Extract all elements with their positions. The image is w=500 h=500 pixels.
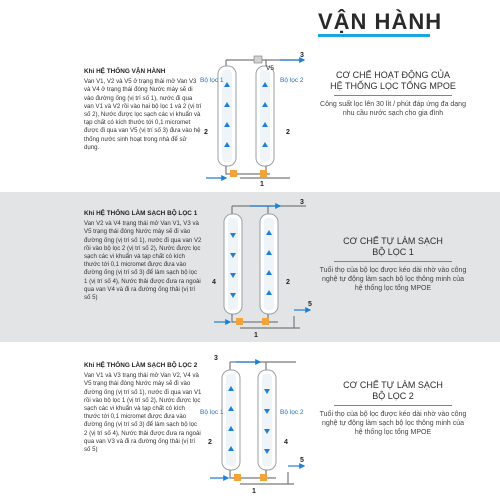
title-underline xyxy=(318,34,430,37)
page-title: VẬN HÀNH xyxy=(318,9,443,34)
valve-v1-icon xyxy=(236,318,243,325)
description-body: Van V2 và V4 trạng thái mở Van V1, V3 và V5 trạng thái đóng Nước máy sẽ đi vào đường ống (vị trí số 1), nước đi qua van V2 rồi vào bộ lọc 2 (vị trí số 2), Nước được lọc sạch các vi khuẩn và tạp chất có kích thước tới 0,1 micromet được đưa vào đường ống (vị trí số 3) để làm sạch bộ lọc 1 (vị trí số 4), Nước thải được đưa ra ngoài qua van V4 và đi ra đường ống thải (vị trí số 5) xyxy=(84,220,202,302)
info-title-line-2: HỆ THỐNG LỌC TỔNG MPOE xyxy=(330,81,456,91)
description-operation xyxy=(84,68,202,152)
filter-2-label: Bộ lọc 2 xyxy=(280,409,304,416)
filter-2-label: Bộ lọc 2 xyxy=(280,77,304,84)
info-clean-filter-1 xyxy=(318,236,468,293)
position-4: 4 xyxy=(212,279,216,286)
valve-v5-label: V5 xyxy=(266,65,274,72)
info-title-line-1: CƠ CHẾ TỰ LÀM SẠCH xyxy=(343,380,443,390)
filter-system-diagram xyxy=(200,52,310,186)
diagram-operation xyxy=(200,52,310,186)
position-3: 3 xyxy=(300,52,304,59)
diagram-clean-filter-1 xyxy=(210,198,320,338)
header xyxy=(0,0,500,42)
info-divider xyxy=(334,95,452,96)
info-clean-filter-2 xyxy=(318,380,468,437)
description-body: Van V1 và V3 trạng thái mở Van V2, V4 và V5 trạng thái đóng Nước máy sẽ đi vào đường ống (vị trí số 1), nước đi qua van V1 rồi vào bộ lọc 1 (vị trí số 2), Nước được lọc sạch các vi khuẩn và tạp chất có kích thước tới 0,1 micromet được đưa vào đường ống (vị trí số 3) để làm sạch bộ lọc 2 (vị trí số 4), Nước thải được đưa ra ngoài qua van V3 và đi ra đường ống thải (vị trí số 5) xyxy=(84,372,202,454)
info-title-line-2: BỘ LỌC 2 xyxy=(372,391,414,401)
panel-operation xyxy=(0,46,500,188)
valve-v5-icon xyxy=(254,56,262,63)
valve-v1-icon xyxy=(230,170,237,177)
filter-system-diagram xyxy=(210,198,320,338)
description-clean-filter-2 xyxy=(84,362,202,454)
filter-1-label: Bộ lọc 1 xyxy=(200,409,224,416)
info-title-line-2: BỘ LỌC 1 xyxy=(372,247,414,257)
valve-v1-icon xyxy=(234,474,241,481)
panel-clean-filter-1 xyxy=(0,192,500,342)
valve-v2-icon xyxy=(260,474,267,481)
position-4: 4 xyxy=(284,439,288,446)
diagram-clean-filter-2 xyxy=(200,354,310,494)
position-2-right: 2 xyxy=(286,129,290,136)
position-2: 2 xyxy=(286,279,290,286)
position-2: 2 xyxy=(208,439,212,446)
position-1: 1 xyxy=(252,488,256,494)
description-body: Van V1, V2 và V5 ở trạng thái mở Van V3 và V4 ở trạng thái đóng Nước máy sẽ di vào đường ống (vị trí số 1), nước đi qua van V1 và V2 rồi vào hai bộ lọc 1 và 2 (vị trí số 2), Nước được lọc sạch các vi khuẩn và tạp chất có kích thước tới 0,1 micromet được đi qua van V5 (vị trí số 3) đưa vào hệ thống nước sinh hoạt trong nhà để sử dụng. xyxy=(84,78,202,151)
position-2-left: 2 xyxy=(204,129,208,136)
description-heading: Khi HỆ THỐNG LÀM SẠCH BỘ LỌC 1 xyxy=(84,210,198,217)
info-divider xyxy=(334,405,452,406)
description-clean-filter-1 xyxy=(84,210,202,302)
info-divider xyxy=(334,261,452,262)
info-title-line-1: CƠ CHẾ TỰ LÀM SẠCH xyxy=(343,236,443,246)
panel-clean-filter-2 xyxy=(0,346,500,500)
position-1: 1 xyxy=(254,332,258,338)
info-body: Công suất lọc lên 30 lít / phút đáp ứng đa dạng nhu cầu nước sạch cho gia đình xyxy=(320,101,466,117)
filter-system-diagram xyxy=(200,354,310,494)
info-title-line-1: CƠ CHẾ HOẠT ĐỘNG CỦA xyxy=(335,70,451,80)
info-body: Tuổi thọ của bộ lọc được kéo dài nhờ vào công nghệ tự động làm sạch bộ lọc thông minh của hệ thống lọc tổng MPOE xyxy=(319,411,467,436)
position-3: 3 xyxy=(300,199,304,206)
info-operation xyxy=(318,70,468,118)
position-3: 3 xyxy=(214,355,218,362)
valve-v2-icon xyxy=(262,318,269,325)
filter-1-label: Bộ lọc 1 xyxy=(200,77,224,84)
position-5: 5 xyxy=(300,457,304,464)
position-1: 1 xyxy=(260,181,264,186)
description-heading: Khi HỆ THỐNG LÀM SẠCH BỘ LỌC 2 xyxy=(84,362,198,369)
position-5: 5 xyxy=(308,301,312,308)
info-body: Tuổi thọ của bộ lọc được kéo dài nhờ vào công nghệ tự động làm sạch bộ lọc thông minh của hệ thống lọc tổng MPOE xyxy=(319,267,467,292)
description-heading: Khi HỆ THỐNG VẬN HÀNH xyxy=(84,68,166,75)
valve-v2-icon xyxy=(260,170,267,177)
